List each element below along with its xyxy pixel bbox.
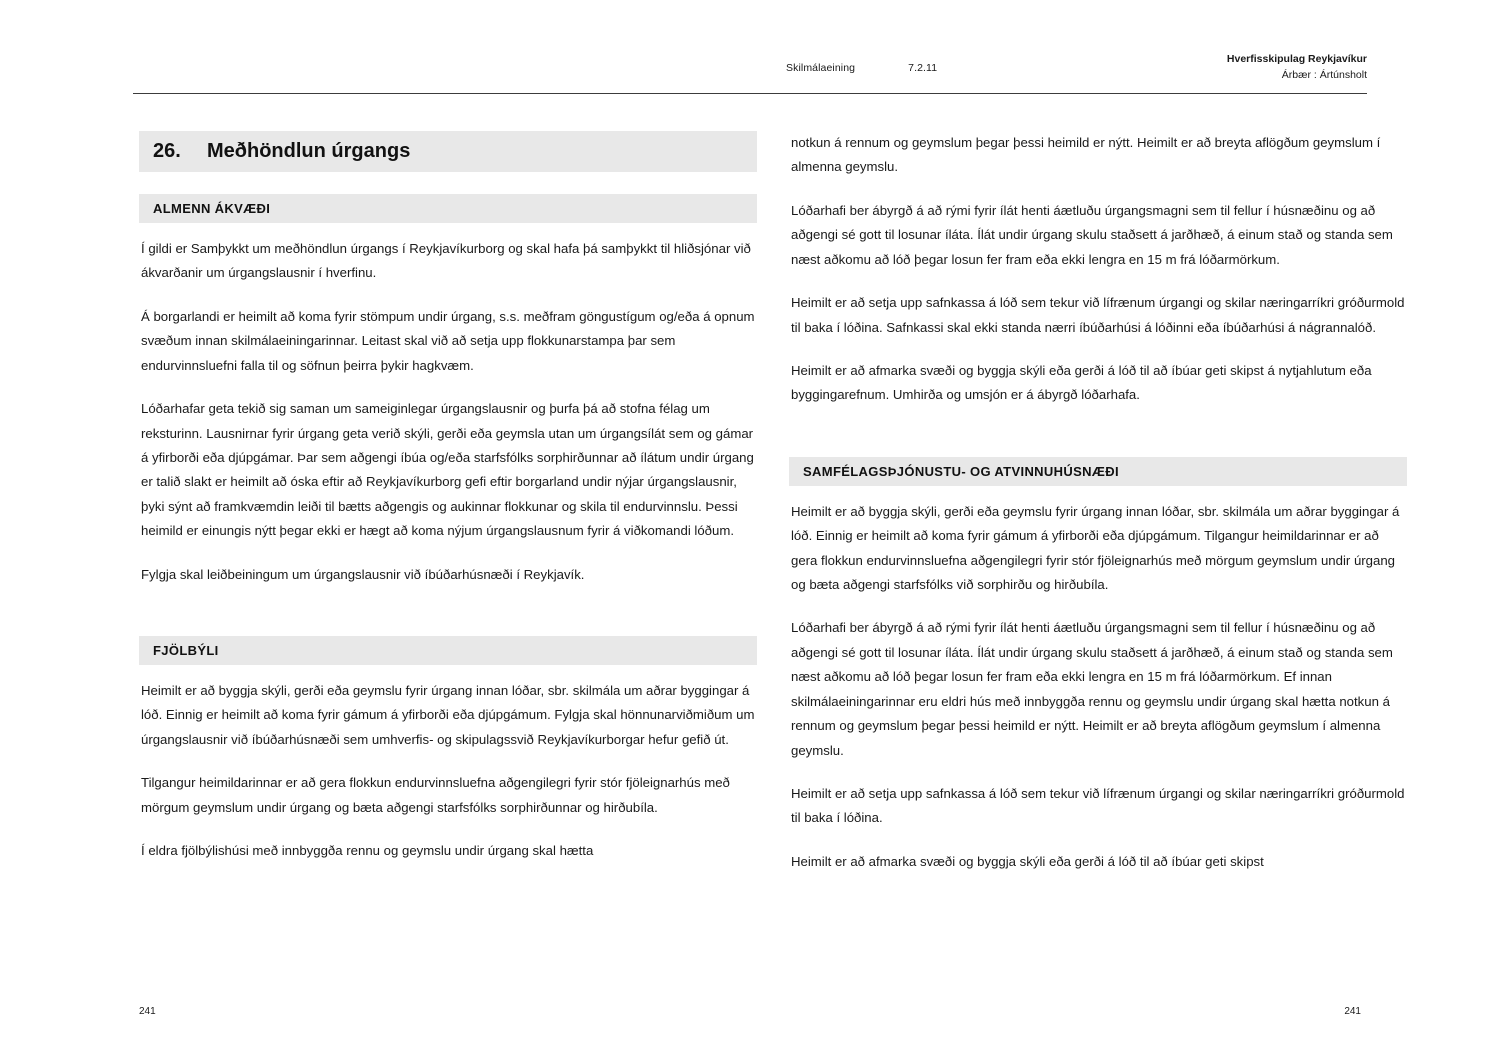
header-divider — [133, 93, 1367, 94]
paragraph: Tilgangur heimildarinnar er að gera flokkun endurvinnsluefna aðgengilegri fyrir stór fjöleignarhús með mörgum geymslum undir úrgang og bæta aðgengi starfsfólks sorphirðunnar og hirðubíla. — [141, 775, 730, 815]
page-number-right: 241 — [1344, 1006, 1361, 1017]
page-number-left: 241 — [139, 1006, 156, 1017]
chapter-title: Meðhöndlun úrgangs — [207, 140, 411, 162]
paragraph: Heimilt er að afmarka svæði og byggja skýli eða gerði á lóð til að íbúar geti skipst á nytjahlutum eða byggingarefnum. Umhirða og umsjón er á ábyrgð lóðarhafa. — [791, 362, 1372, 403]
paragraph: Í gildi er Samþykkt um meðhöndlun úrgangs í Reykjavíkurborg og skal hafa þá samþykkt til hliðsjónar við ákvarðanir um úrgangslausnir í hverfinu. — [141, 241, 751, 281]
paragraph: Heimilt er að afmarka svæði og byggja skýli eða gerði á lóð til að íbúar geti skipst — [791, 853, 1264, 869]
header-plan-title: Hverfisskipulag Reykjavíkur — [1226, 53, 1367, 65]
paragraph: Í eldra fjölbýlishúsi með innbyggða rennu og geymslu undir úrgang skal hætta — [141, 843, 594, 859]
paragraph: Lóðarhafi ber ábyrgð á að rými fyrir ílát henti áætluðu úrgangsmagni sem til fellur í húsnæðinu og að aðgengi sé gott til losunar íláta. Ílát undir úrgang skulu staðsett á jarðhæð, á einum stað og standa sem næst aðkomu að lóð þegar losun fer fram eða ekki lengra en 15 m frá lóðarmörkum. Ef innan skilmálaeiningarinnar eru eldri hús með innbyggða rennu og geymslu undir úrgang skal hætta notkun á rennum og geymslum þegar þessi heimild er nýtt. Heimilt er að breyta aflögðum geymslum í almenna geymslu. — [791, 620, 1393, 758]
section-spacer — [789, 427, 1407, 457]
paragraph: Á borgarlandi er heimilt að koma fyrir stömpum undir úrgang, s.s. meðfram göngustígum og/eða á opnum svæðum innan skilmálaeiningarinnar. Leitast skal við að setja upp flokkunarstampa þar sem endurvinnsluefni falla til og söfnun þeirra þykir hagkvæm. — [141, 308, 755, 373]
section-heading-fjolbyli: FJÖLBÝLI — [139, 636, 757, 665]
paragraph: Lóðarhafi ber ábyrgð á að rými fyrir ílát henti áætluðu úrgangsmagni sem til fellur í húsnæðinu og að aðgengi sé gott til losunar íláta. Ílát undir úrgang skulu staðsett á jarðhæð, á einum stað og standa sem næst aðkomu að lóð þegar losun fer fram eða ekki lengra en 15 m frá lóðarmörkum. — [791, 202, 1393, 267]
header-district-subtitle: Árbær : Ártúnsholt — [1281, 68, 1367, 81]
paragraph: Fylgja skal leiðbeiningum um úrgangslausnir við íbúðarhúsnæði í Reykjavík. — [141, 566, 585, 582]
paragraph: notkun á rennum og geymslum þegar þessi heimild er nýtt. Heimilt er að breyta aflögðum geymslum í almenna geymslu. — [791, 135, 1381, 175]
section-heading-samfelagsthjonusta: SAMFÉLAGSÞJÓNUSTU- OG ATVINNUHÚSNÆÐI — [789, 457, 1407, 486]
paragraph: Heimilt er að byggja skýli, gerði eða geymslu fyrir úrgang innan lóðar, sbr. skilmála um aðrar byggingar á lóð. Einnig er heimilt að koma fyrir gámum á yfirborði eða djúpgámum. Fylgja skal hönnunarviðmiðum um úrgangslausnir við íbúðarhúsnæði sem umhverfis- og skipulagssvið Reykjavíkurborgar hefur gefið út. — [141, 683, 755, 747]
chapter-number: 26. — [153, 140, 181, 162]
section-spacer — [139, 606, 757, 636]
section-heading-almenn-akvaedi: ALMENN ÁKVÆÐI — [139, 194, 757, 223]
paragraph: Lóðarhafar geta tekið sig saman um sameiginlegar úrgangslausnir og þurfa þá að stofna félag um reksturinn. Lausnirnar fyrir úrgang geta verið skýli, gerði eða geymsla utan um úrgangsílát sem og gámar á yfirborði eða djúpgámar. Þar sem aðgengi íbúa og/eða starfsfólks sorphirðunnar að ílátum undir úrgang er talið slakt er heimilt að óska eftir að Reykjavíkurborg gefi eftir borgarland undir nýjar úrgangslausnir, þyki sýnt að framkvæmdin leiði til bætts aðgengis og aukinnar flokkunar og skila til endurvinnslu. Þessi heimild er einungis nýtt þegar ekki er hægt að koma nýjum úrgangslausnum fyrir á viðkomandi lóðum. — [141, 401, 754, 539]
paragraph: Heimilt er að setja upp safnkassa á lóð sem tekur við lífrænum úrgangi og skilar næringarríkri gróðurmold til baka í lóðina. — [791, 786, 1405, 826]
paragraph: Heimilt er að byggja skýli, gerði eða geymslu fyrir úrgang innan lóðar, sbr. skilmála um aðrar byggingar á lóð. Einnig er heimilt að koma fyrir gámum á yfirborði eða djúpgámum. Tilgangur heimildarinnar er að gera flokkun endurvinnsluefna aðgengilegri fyrir stór fjöleignarhús með mörgum geymslum undir úrgang og bæta aðgengi starfsfólks við sorphirðu og hirðubíla. — [791, 503, 1400, 593]
header-right-group — [1227, 52, 1367, 84]
page-header — [133, 48, 1367, 94]
header-section-number: 7.2.11 — [908, 62, 938, 74]
right-column — [789, 131, 1407, 874]
header-unit-label: Skilmálaeining — [786, 62, 856, 74]
chapter-title-bar — [139, 131, 757, 172]
left-column — [139, 131, 757, 864]
paragraph: Heimilt er að setja upp safnkassa á lóð sem tekur við lífrænum úrgangi og skilar næringarríkri gróðurmold til baka í lóðina. Safnkassi skal ekki standa nærri íbúðarhúsi á lóðinni eða íbúðarhúsi á nágrannalóð. — [791, 295, 1405, 335]
header-center-group — [786, 62, 937, 74]
